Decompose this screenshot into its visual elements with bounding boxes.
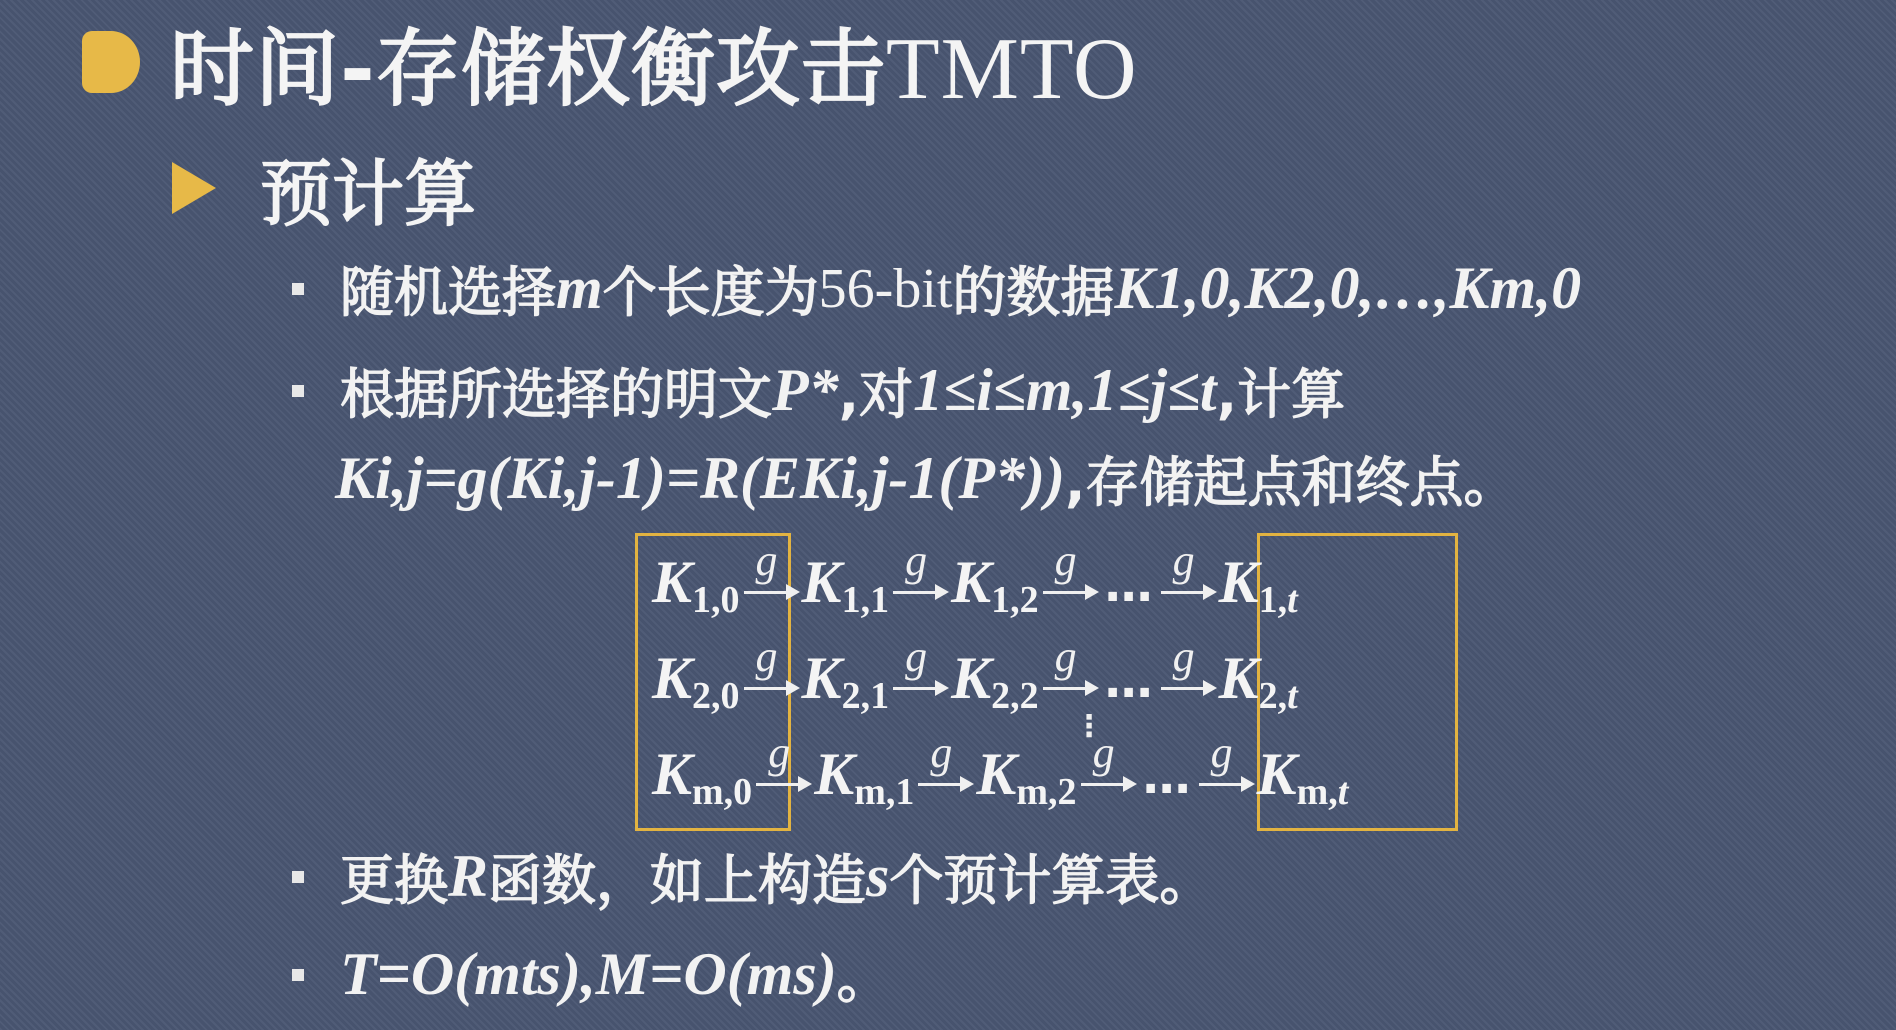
text: 。: [836, 947, 891, 1010]
formula-expr: Ki,j=g(Ki,j-1)=R(EKi,j-1(P*)): [335, 445, 1065, 511]
chain-node: Km,2: [976, 741, 1077, 813]
subtitle: [172, 140, 476, 236]
chain-node: K2,t: [1218, 645, 1298, 717]
text: 函数，如上构造: [488, 849, 867, 912]
g-arrow: g: [1159, 651, 1217, 711]
ellipsis: …: [1142, 749, 1191, 805]
g-arrow: g: [1079, 747, 1137, 807]
square-bullet-icon: [292, 871, 304, 883]
text: ,对: [838, 363, 914, 426]
vertical-ellipsis: ⋮: [1074, 709, 1104, 744]
bullet-4: [292, 936, 891, 1013]
g-arrow: g: [1041, 555, 1099, 615]
slide-title: [82, 12, 1138, 118]
chain-row-2: [652, 632, 1298, 724]
index-range: 1≤i≤m,1≤j≤t: [913, 357, 1217, 423]
g-arrow: g: [1197, 747, 1255, 807]
bit-length: 56-bit: [818, 257, 953, 320]
chain-node: K2,2: [951, 645, 1039, 717]
chain-node: Km,t: [1256, 741, 1349, 813]
ellipsis: …: [1104, 557, 1153, 613]
g-arrow: g: [1041, 651, 1099, 711]
title-bullet-icon: [82, 31, 140, 93]
g-arrow: g: [891, 651, 949, 711]
text: 更换: [340, 849, 448, 912]
var-s: s: [866, 843, 890, 909]
bullet-1: [292, 250, 1581, 327]
title-text: [170, 2, 1138, 123]
precompute-chain-diagram: [630, 528, 1470, 838]
text: ,存储起点和终点。: [1065, 451, 1518, 514]
square-bullet-icon: [292, 385, 304, 397]
bullet-2: [292, 352, 1345, 429]
complexity-expr: T=O(mts),M=O(ms): [340, 941, 837, 1007]
subtitle-text: 预计算: [260, 152, 477, 236]
chain-formula: [335, 440, 1518, 517]
g-arrow: g: [916, 747, 974, 807]
title-tag: TMTO: [885, 20, 1138, 118]
g-arrow: g: [754, 747, 812, 807]
ellipsis: …: [1104, 653, 1153, 709]
plaintext-var: P*: [772, 357, 839, 423]
title-main: 时间-存储权衡攻击: [170, 19, 886, 118]
bullet-3: [292, 838, 1213, 915]
var-r: R: [448, 843, 489, 909]
text: 根据所选择的明文: [340, 363, 772, 426]
chain-node: K1,2: [951, 549, 1039, 621]
chain-node: K2,1: [801, 645, 890, 717]
chain-row-1: [652, 536, 1298, 628]
text: 的数据: [952, 261, 1115, 324]
text: 个预计算表。: [889, 849, 1214, 912]
chain-node: K1,1: [801, 549, 890, 621]
triangle-bullet-icon: [172, 162, 216, 214]
chain-node: Km,1: [814, 741, 915, 813]
chain-node: K1,t: [1218, 549, 1298, 621]
text: 个长度为: [602, 261, 819, 324]
var-m: m: [556, 255, 603, 321]
square-bullet-icon: [292, 969, 304, 981]
key-list: K1,0,K2,0,…,Km,0: [1114, 255, 1582, 321]
chain-node: K2,0: [652, 645, 740, 717]
g-arrow: g: [891, 555, 949, 615]
g-arrow: g: [742, 651, 800, 711]
text: 随机选择: [340, 261, 556, 324]
chain-row-m: [652, 728, 1349, 820]
g-arrow: g: [1159, 555, 1217, 615]
g-arrow: g: [742, 555, 800, 615]
square-bullet-icon: [292, 283, 304, 295]
text: ,计算: [1216, 363, 1346, 426]
chain-node: K1,0: [652, 549, 740, 621]
chain-node: Km,0: [652, 741, 753, 813]
